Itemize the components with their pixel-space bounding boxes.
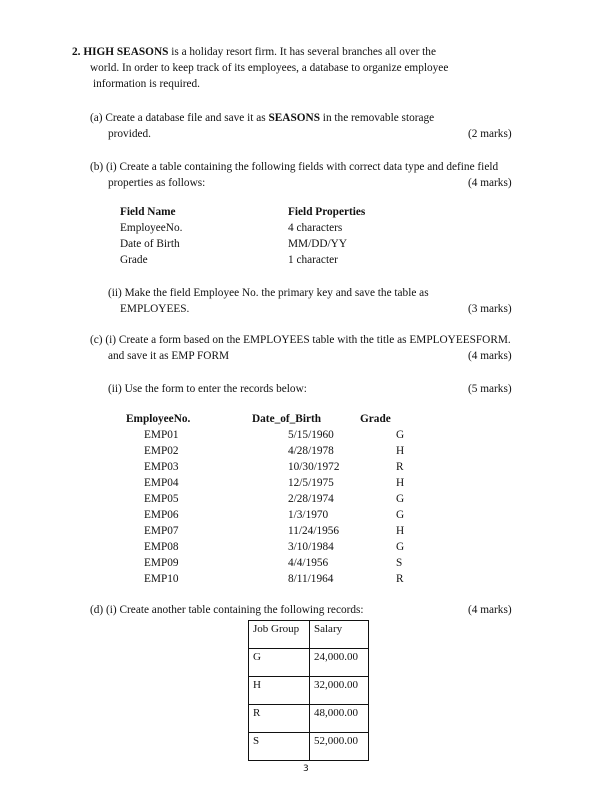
field-properties: 1 character	[288, 254, 338, 266]
job-group-cell: G	[249, 649, 310, 677]
record-date-of-birth: 4/4/1956	[288, 557, 329, 569]
record-date-of-birth: 4/28/1978	[288, 445, 334, 457]
record-employee-no: EMP05	[144, 493, 179, 505]
salary-table-row	[249, 705, 369, 733]
record-employee-no: EMP06	[144, 509, 179, 521]
record-grade: R	[396, 461, 404, 473]
intro-line-3: information is required.	[93, 78, 200, 90]
part-b-line-1	[90, 160, 498, 174]
salary-cell: 32,000.00	[310, 677, 369, 705]
salary-cell: 48,000.00	[310, 705, 369, 733]
field-properties: MM/DD/YY	[288, 238, 347, 250]
salary-cell: 24,000.00	[310, 649, 369, 677]
record-date-of-birth: 10/30/1972	[288, 461, 340, 473]
part-a-label: (a)	[90, 112, 103, 124]
record-employee-no: EMP07	[144, 525, 179, 537]
fields-header-name: Field Name	[120, 206, 176, 218]
part-b-ii-marks: (3 marks)	[468, 303, 512, 315]
intro-text: is a holiday resort firm. It has several branches all over the	[168, 46, 436, 58]
salary-table-header	[249, 621, 369, 649]
part-a-line-2: provided.	[108, 128, 151, 140]
record-grade: S	[396, 557, 403, 569]
field-name: Date of Birth	[120, 238, 180, 250]
record-date-of-birth: 2/28/1974	[288, 493, 334, 505]
part-d-i-marks: (4 marks)	[468, 604, 512, 616]
part-b-ii-line-2: EMPLOYEES.	[120, 303, 190, 315]
part-a-marks: (2 marks)	[468, 128, 512, 140]
part-c-ii-marks: (5 marks)	[468, 383, 512, 395]
record-date-of-birth: 8/11/1964	[288, 573, 334, 585]
header-job-group: Job Group	[249, 621, 310, 649]
part-b-ii-line-1: (ii) Make the field Employee No. the primary key and save the table as	[108, 287, 429, 299]
part-c-line-1	[90, 333, 511, 347]
record-date-of-birth: 11/24/1956	[288, 525, 340, 537]
job-group-cell: S	[249, 733, 310, 761]
part-d-line-1	[90, 603, 364, 617]
records-header-grade: Grade	[360, 413, 391, 425]
job-group-cell: H	[249, 677, 310, 705]
field-name: Grade	[120, 254, 148, 266]
record-grade: G	[396, 429, 405, 441]
record-employee-no: EMP03	[144, 461, 179, 473]
part-c-i-text: (i) Create a form based on the EMPLOYEES table with the title as EMPLOYEESFORM.	[105, 334, 511, 346]
record-grade: H	[396, 445, 405, 457]
salary-table-row	[249, 677, 369, 705]
record-date-of-birth: 3/10/1984	[288, 541, 334, 553]
intro-line-1	[72, 45, 436, 59]
record-employee-no: EMP09	[144, 557, 179, 569]
record-grade: G	[396, 541, 405, 553]
records-header-dob: Date_of_Birth	[252, 413, 322, 425]
part-b-line-2: properties as follows:	[108, 177, 206, 189]
fields-header-props: Field Properties	[288, 206, 366, 218]
salary-table	[248, 620, 369, 761]
field-name: EmployeeNo.	[120, 222, 183, 234]
record-grade: G	[396, 509, 405, 521]
record-grade: H	[396, 477, 405, 489]
record-date-of-birth: 5/15/1960	[288, 429, 334, 441]
firm-name: HIGH SEASONS	[83, 46, 169, 58]
record-employee-no: EMP08	[144, 541, 179, 553]
salary-cell: 52,000.00	[310, 733, 369, 761]
part-c-ii-line: (ii) Use the form to enter the records below:	[108, 383, 307, 395]
record-grade: R	[396, 573, 404, 585]
salary-table-row	[249, 733, 369, 761]
part-b-label: (b)	[90, 161, 104, 173]
part-b-i-text: (i) Create a table containing the following fields with correct data type and define field	[106, 161, 499, 173]
header-salary: Salary	[310, 621, 369, 649]
record-employee-no: EMP04	[144, 477, 179, 489]
page-number: 3	[303, 764, 309, 774]
intro-line-2: world. In order to keep track of its employees, a database to organize employee	[90, 62, 449, 74]
part-a-text-post: in the removable storage	[319, 112, 435, 124]
part-d-label: (d)	[90, 604, 104, 616]
record-employee-no: EMP02	[144, 445, 179, 457]
part-d-i-text: (i) Create another table containing the following records:	[106, 604, 364, 616]
records-header-emp: EmployeeNo.	[126, 413, 191, 425]
part-b-i-marks: (4 marks)	[468, 177, 512, 189]
part-c-label: (c)	[90, 334, 103, 346]
field-properties: 4 characters	[288, 222, 343, 234]
salary-table-row	[249, 649, 369, 677]
part-a-filename: SEASONS	[268, 112, 320, 124]
record-employee-no: EMP01	[144, 429, 179, 441]
record-employee-no: EMP10	[144, 573, 179, 585]
part-c-i-marks: (4 marks)	[468, 350, 512, 362]
record-grade: H	[396, 525, 405, 537]
part-a-line-1	[90, 111, 434, 125]
record-date-of-birth: 12/5/1975	[288, 477, 334, 489]
part-a-text: Create a database file and save it as	[105, 112, 269, 124]
job-group-cell: R	[249, 705, 310, 733]
record-date-of-birth: 1/3/1970	[288, 509, 329, 521]
record-grade: G	[396, 493, 405, 505]
question-number: 2.	[72, 46, 81, 58]
part-c-line-2: and save it as EMP FORM	[108, 350, 230, 362]
